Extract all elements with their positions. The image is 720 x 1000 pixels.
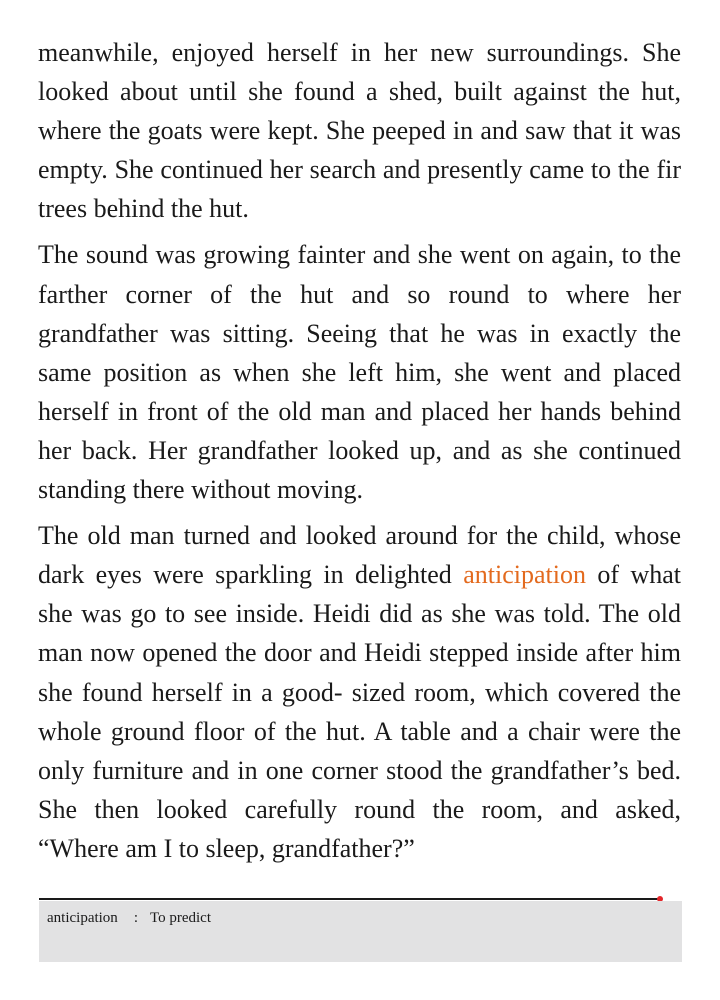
paragraph-3 [38,516,681,868]
glossary-term: anticipation [47,910,118,926]
footnote-divider [39,898,660,900]
glossary-separator: : [133,910,138,926]
paragraph-2: The sound was growing fainter and she went on again, to the farther corner of the hut and so round to where her grandfather was sitting. Seeing that he was in exactly the same position as when she left him, she went and placed herself in front of the old man and placed her hands behind her back. Her grandfather looked up, and as she continued standing there without moving. [38,240,681,505]
story-text [38,33,681,875]
paragraph-3-before: The old man turned and looked around for the child, whose dark eyes were sparkling in delighted [38,521,681,590]
paragraph-1: meanwhile, enjoyed herself in her new surroundings. She looked about until she found a shed, built against the hut, where the goats were kept. She peeped in and saw that it was empty. She continued her search and presently came to the fir trees behind the hut. [38,38,681,224]
glossary-box [39,901,682,962]
vocabulary-highlight-word: anticipation [463,560,586,590]
glossary-definition: To predict [149,910,211,926]
glossary-entry [47,910,211,927]
paragraph-3-after: of what she was go to see inside. Heidi did as she was told. The old man now opened the door and Heidi stepped inside after him she found herself in a good- sized room, which covered the whole ground floor of the hut. A table and a chair were the only furniture and in one corner stood the grandfather’s bed. She then looked carefully round the room, and asked, “Where am I to sleep, grandfather?” [38,560,681,863]
